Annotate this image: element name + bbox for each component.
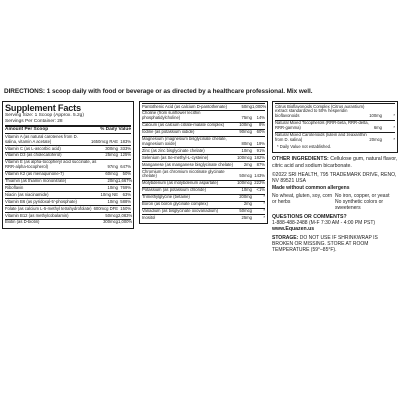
supplement-facts-title: Supplement Facts [5, 103, 81, 113]
nutrient-amount: 25mcg [105, 152, 118, 158]
allergen-left-col [272, 193, 335, 211]
nutrient-amount: 10mg [107, 184, 118, 190]
nutrient-daily-value: 150% [120, 205, 131, 211]
questions-heading: QUESTIONS OR COMMENTS? [272, 213, 347, 220]
nutrient-daily-value: 19% [256, 140, 265, 146]
nutrient-amount: 200mg [239, 194, 252, 200]
nutrient-amount: 10mg [241, 187, 252, 193]
nutrient-list-col2 [142, 103, 265, 221]
nutrient-name: Vitamin B6 (as pyridoxal-5'-phosphate) [5, 198, 77, 204]
nutrient-daily-value: 769% [120, 184, 131, 190]
nutrient-row [5, 191, 131, 198]
nutrient-name: Vanadium (as bisglycinate oxovanadium) [142, 208, 219, 213]
nutrient-amount: 75mg [241, 115, 252, 121]
daily-value-label: % Daily Value [100, 127, 131, 133]
nutrient-row [5, 159, 131, 171]
nutrient-name: Manganese (as manganese bisglycinate chelate) [142, 161, 234, 167]
nutrient-name: Inositol [142, 214, 156, 220]
nutrient-row [142, 161, 265, 168]
nutrient-daily-value: 63% [122, 191, 131, 197]
nutrient-amount: 50mg [241, 103, 252, 109]
nutrient-daily-value: 14% [256, 115, 265, 121]
nutrient-amount: 10mg NE [100, 191, 118, 197]
nutrient-row [5, 133, 131, 145]
nutrient-row [142, 201, 265, 208]
other-ingredients-label: OTHER INGREDIENTS: [272, 156, 329, 163]
nutrient-row [5, 152, 131, 159]
nutrient-amount: 300mcg [103, 219, 118, 225]
storage-info [272, 235, 398, 253]
nutrient-daily-value: * [393, 113, 395, 119]
nutrient-daily-value: 222% [254, 180, 265, 186]
supplement-facts-box-2 [139, 101, 268, 224]
nutrient-name: Zinc (as zinc bisglycinate chelate) [142, 147, 205, 153]
nutrient-row [5, 184, 131, 191]
nutrient-daily-value: 647% [120, 164, 131, 170]
nutrient-row [142, 136, 265, 148]
nutrient-row [5, 171, 131, 178]
nutrient-row [5, 145, 131, 152]
nutrient-row [142, 180, 265, 187]
nutrient-row [142, 208, 265, 215]
supplement-facts-col3-panel [272, 101, 398, 253]
nutrient-row [142, 214, 265, 221]
nutrient-amount: 20mcg [369, 136, 382, 142]
nutrient-name: Citrus Bioflavonoids Complex (Citrus aurantium) extract standardized to 50% hesperidin bioflavonoids [275, 103, 365, 119]
nutrient-name: Natural Mixed Carotenoids (lutein and zeaxanthin from D. salina) [275, 132, 367, 142]
nutrient-row [5, 212, 131, 219]
nutrient-name: Selenium (as Se-methyl-L-cysteine) [142, 154, 209, 160]
nutrient-daily-value: 1,000% [252, 103, 267, 109]
supplement-facts-box [2, 101, 134, 229]
nutrient-daily-value: 1,667% [118, 178, 133, 184]
nutrient-amount: 2mg [243, 161, 252, 167]
nutrient-list-col3 [275, 103, 395, 143]
nutrient-row [5, 205, 131, 212]
nutrient-name: Boron (as boron glycinate complex) [142, 201, 208, 207]
nutrient-row [142, 110, 265, 122]
supplement-facts-continued-panel [139, 101, 268, 224]
nutrient-name: Thiamin (as thiamin mononitrate) [5, 178, 67, 184]
nutrient-row [142, 154, 265, 161]
nutrient-daily-value: 143% [254, 173, 265, 179]
serving-size: Serving Size: 1 Scoop (Approx. 5.2g) [5, 113, 84, 118]
nutrient-row [275, 132, 395, 144]
nutrient-row [5, 219, 131, 226]
allergen-info [272, 193, 398, 211]
nutrient-row [142, 129, 265, 136]
nutrient-daily-value: * [393, 125, 395, 131]
nutrient-amount: 100mcg [237, 180, 252, 186]
nutrient-amount: 100mg [369, 113, 382, 119]
nutrient-daily-value: 1,000% [118, 219, 133, 225]
nutrient-amount: 10mg [107, 198, 118, 204]
amount-per-scoop-label: Amount Per Scoop [5, 127, 49, 133]
nutrient-amount: 50mcg [105, 212, 118, 218]
nutrient-daily-value: 8% [258, 122, 265, 128]
nutrient-name: Magnesium (magnesium bisglycinate chelate, magnesium oxide) [142, 136, 227, 146]
company-address: ©2022 SRI HEALTH, 795 TRADEMARK DRIVE, RENO, NV 89521 USA [272, 171, 397, 184]
nutrient-name: Pantothenic Acid (as calcium D-pantothenate) [142, 103, 227, 109]
nutrient-daily-value: 182% [254, 154, 265, 160]
nutrient-name: Riboflavin [5, 184, 24, 190]
nutrient-amount: 300mg [105, 145, 118, 151]
allergen-item: No iron, copper, or yeast [335, 192, 390, 199]
nutrient-amount: 6mg [373, 125, 382, 131]
nutrient-row [275, 103, 395, 120]
nutrient-daily-value: * [393, 136, 395, 142]
nutrient-amount: 97mg [107, 164, 118, 170]
supplement-facts-panel [2, 101, 134, 229]
nutrient-row [142, 147, 265, 154]
directions-text: DIRECTIONS: 1 scoop daily with food or beverage or as directed by a healthcare professional. Mix well. [4, 88, 313, 95]
nutrient-daily-value: 87% [256, 161, 265, 167]
phone-number: 1-888-488-2488 (M-F 7:30 AM - 4:00 PM PST) [272, 219, 376, 226]
nutrient-row [142, 194, 265, 201]
nutrient-name: Vitamin A (as natural carotenes from D. salina, vitamin A acetate) [5, 133, 78, 144]
servings-per-container: Servings Per Container: 28 [5, 118, 63, 124]
nutrient-daily-value: <1% [256, 187, 265, 193]
nutrient-row [142, 103, 265, 110]
nutrient-amount: 25mg [241, 214, 252, 220]
nutrient-name: Biotin (as D-biotin) [5, 219, 40, 225]
website-link[interactable]: www.Equazen.us [272, 225, 315, 232]
nutrient-row [5, 198, 131, 205]
nutrient-daily-value: 333% [120, 145, 131, 151]
nutrient-daily-value: 2,083% [118, 212, 133, 218]
nutrient-amount: 600mcg DFE [93, 205, 118, 211]
nutrient-daily-value: 125% [120, 152, 131, 158]
nutrient-daily-value: * [263, 208, 265, 213]
nutrient-name: Choline (from sunflower lecithin phosphatidylcholine) [142, 110, 201, 121]
nutrient-row [142, 168, 265, 180]
allergen-right-col [335, 193, 398, 211]
other-ingredients-text: Cellulose gum, natural flavor, citric acid and sodium bicarbonate. [272, 156, 398, 169]
nutrient-daily-value: * [263, 201, 265, 207]
nutrient-name: Molybdenum (as molybdenum aspartate) [142, 180, 219, 186]
storage-label: STORAGE: [272, 234, 299, 241]
nutrient-name: Chromium (as chromium nicotinate glycinate chelate) [142, 168, 225, 179]
other-ingredients [272, 156, 398, 168]
nutrient-row [142, 122, 265, 129]
storage-text: DO NOT USE IF SHRINKWRAP IS BROKEN OR MISSING. STORE AT ROOM TEMPERATURE (59°–85°F). [272, 234, 378, 253]
nutrient-name: Trimethylglycine (betaine) [142, 194, 190, 200]
nutrient-amount: 60mcg [105, 171, 118, 177]
nutrient-daily-value: 60% [256, 129, 265, 135]
nutrient-amount: 50mcg [239, 208, 252, 213]
nutrient-daily-value: 183% [120, 138, 131, 144]
supplement-facts-box-3 [272, 101, 398, 153]
nutrient-name: Calcium (as calcium citrate-malate complex) [142, 122, 225, 128]
nutrient-name: Iodine (as potassium iodide) [142, 129, 195, 135]
nutrient-row [142, 187, 265, 194]
nutrient-amount: 100mg [239, 122, 252, 128]
nutrient-amount: 50mcg [239, 173, 252, 179]
nutrient-amount: 100mcg [237, 154, 252, 160]
nutrient-name: Vitamin K2 (as menaquinone-7) [5, 171, 64, 177]
nutrient-daily-value: 91% [256, 147, 265, 153]
nutrient-name: Vitamin B12 (as methylcobalamin) [5, 212, 69, 218]
nutrient-row [5, 178, 131, 185]
nutrient-row [275, 120, 395, 132]
contact-block [272, 214, 398, 232]
allergen-title: Made without common allergens [272, 184, 350, 191]
nutrient-name: Potassium (as potassium chloride) [142, 187, 207, 193]
nutrient-name: Vitamin C (as L-ascorbic acid) [5, 145, 61, 151]
nutrient-name: Natural Mixed Tocopherols (RRR-beta, RRR-delta, RRR-gamma) [275, 120, 369, 131]
nutrient-amount: 90mcg [239, 129, 252, 135]
nutrient-list-col1 [5, 133, 131, 226]
nutrient-name: Vitamin D3 (as cholecalciferol) [5, 152, 62, 158]
nutrient-name: Vitamin E (as alpha-tocopheryl acid succinate, as RRR-alpha-tocopherol) [5, 159, 97, 170]
nutrient-amount: 2mg [243, 201, 252, 207]
nutrient-daily-value: * [263, 214, 265, 220]
nutrient-name: Folate (as calcium L-5-methyl tetrahydrofolate) [5, 205, 92, 211]
allergen-item: No wheat, gluten, soy, corn or herbs [272, 192, 333, 205]
allergen-item: No synthetic colors or sweeteners [335, 198, 384, 211]
nutrient-amount: 80mg [241, 140, 252, 146]
nutrient-name: Niacin (as niacinamide) [5, 191, 49, 197]
nutrient-amount: 10mg [241, 147, 252, 153]
nutrient-daily-value: * [263, 194, 265, 200]
nutrient-daily-value: 50% [122, 171, 131, 177]
nutrient-amount: 20mg [107, 178, 118, 184]
daily-value-footnote: * Daily Value not established. [277, 144, 332, 150]
nutrient-daily-value: 588% [120, 198, 131, 204]
nutrient-amount: 1650mcg RAE [91, 138, 118, 144]
